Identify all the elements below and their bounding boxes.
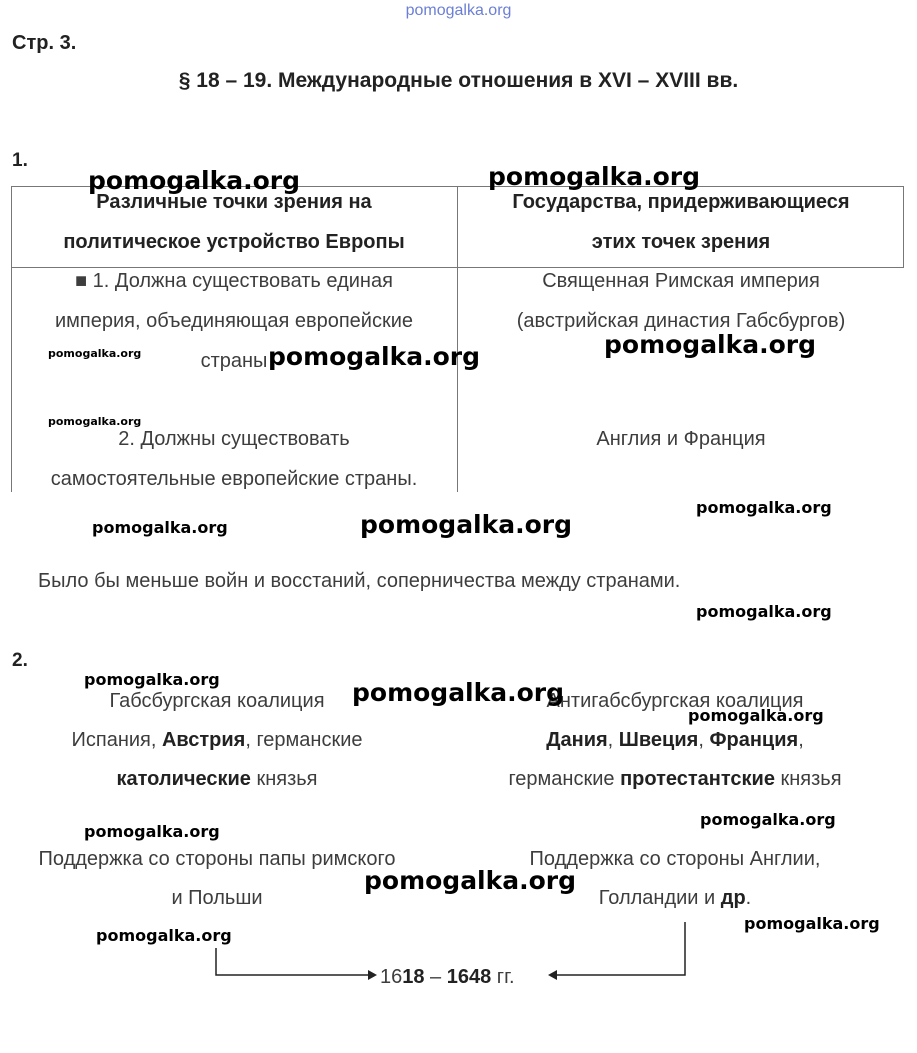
watermark: pomogalka.org: [352, 678, 565, 707]
watermark: pomogalka.org: [364, 866, 577, 895]
table-header-right: Государства, придерживающиеся этих точек зрения: [512, 191, 850, 253]
watermark: pomogalka.org: [360, 510, 573, 539]
anti-habsburg-members-line-1: Дания, Швеция, Франция,: [546, 729, 804, 751]
arrow-head-right-icon: [368, 970, 377, 980]
habsburg-support-line-1: Поддержка со стороны папы римского: [38, 848, 396, 870]
watermark: pomogalka.org: [696, 498, 832, 517]
watermark: pomogalka.org: [696, 602, 832, 621]
watermark: pomogalka.org: [744, 914, 880, 933]
watermark: pomogalka.org: [688, 706, 824, 725]
anti-habsburg-members-line-2: германские протестантские князья: [508, 768, 842, 790]
anti-habsburg-support-line-1: Поддержка со стороны Англии,: [529, 848, 821, 870]
habsburg-coalition-title: Габсбургская коалиция: [109, 690, 325, 712]
watermark: pomogalka.org: [604, 330, 817, 359]
anti-habsburg-support-line-2: Голландии и др.: [598, 887, 752, 909]
watermark: pomogalka.org: [700, 810, 836, 829]
table-cell-view-1: ■ 1. Должна существовать единая империя, объединяющая европейские страны: [54, 270, 414, 372]
task-1-answer: Было бы меньше войн и восстаний, соперничества между странами.: [38, 570, 681, 592]
task-2-number: 2.: [12, 650, 28, 671]
arrow-head-left-icon: [548, 970, 557, 980]
watermark: pomogalka.org: [84, 670, 220, 689]
site-caption[interactable]: pomogalka.org: [405, 2, 512, 19]
anti-habsburg-coalition-title: Антигабсбургская коалиция: [546, 690, 804, 712]
watermark: pomogalka.org: [88, 166, 301, 195]
task-1-number: 1.: [12, 150, 28, 171]
watermark: pomogalka.org: [488, 162, 701, 191]
page-title: § 18 – 19. Международные отношения в XVI – XVIII вв.: [178, 69, 739, 92]
watermark: pomogalka.org: [48, 415, 142, 428]
habsburg-members-line-1: Испания, Австрия, германские: [71, 729, 363, 751]
table-cell-states-1: Священная Римская империя (австрийская династия Габсбургов): [516, 270, 846, 332]
table-cell-view-2: 2. Должны существовать самостоятельные европейские страны.: [50, 428, 418, 490]
watermark: pomogalka.org: [268, 342, 481, 371]
page-label: Стр. 3.: [12, 32, 77, 54]
watermark: pomogalka.org: [96, 926, 232, 945]
watermark: pomogalka.org: [92, 518, 228, 537]
watermark: pomogalka.org: [48, 347, 142, 360]
watermark: pomogalka.org: [84, 822, 220, 841]
table-cell-states-2: Англия и Франция: [596, 428, 766, 450]
table-header-left: Различные точки зрения на политическое устройство Европы: [63, 191, 405, 253]
habsburg-members-line-2: католические князья: [116, 768, 318, 790]
thirty-years-war-dates: 1618 – 1648 гг.: [380, 966, 515, 988]
habsburg-support-line-2: и Польши: [171, 887, 263, 909]
